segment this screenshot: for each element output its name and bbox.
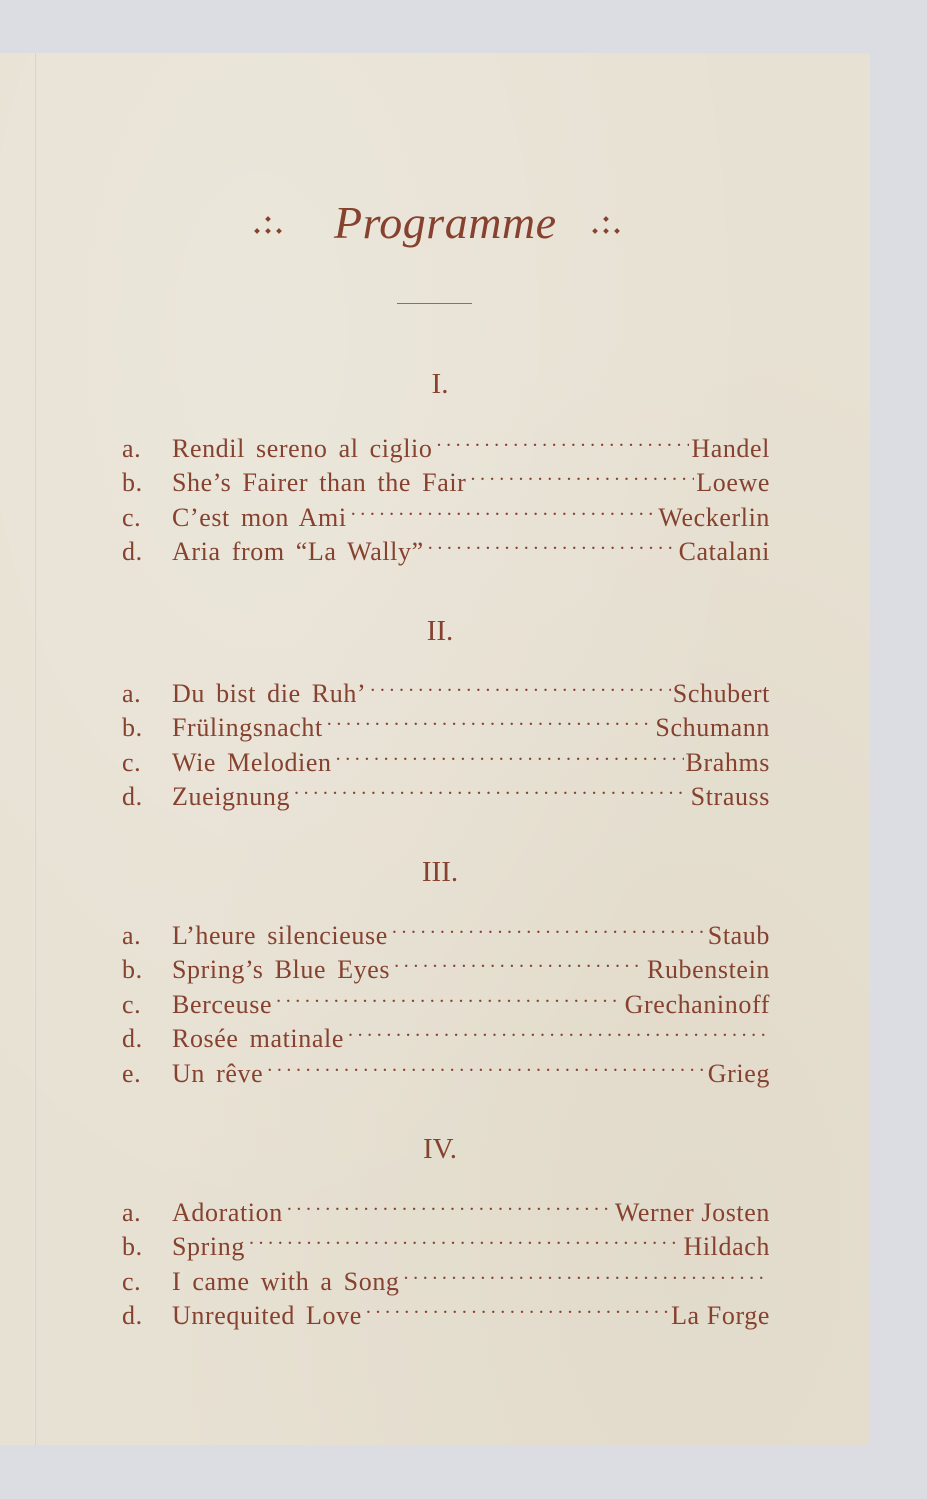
song-title: L’heure silencieuse (172, 920, 388, 950)
section-3-list (122, 909, 770, 1088)
item-letter: d. (122, 782, 143, 811)
programme-item (122, 944, 770, 984)
programme-item (122, 736, 770, 777)
song-title: She’s Fairer than the Fair (172, 468, 467, 497)
programme-item (122, 1290, 770, 1330)
dot-leader (436, 422, 689, 457)
dot-leader (470, 457, 694, 492)
dot-leader (249, 1221, 682, 1256)
dot-leader (370, 667, 671, 702)
title-row (0, 193, 870, 253)
song-title: Adoration (172, 1197, 283, 1227)
programme-item (122, 1255, 770, 1296)
section-4-list (122, 1186, 770, 1330)
song-title: Berceuse (172, 989, 273, 1019)
programme-item (122, 771, 770, 811)
section-heading-3: III. (421, 856, 459, 888)
song-title: Spring’s Blue Eyes (172, 955, 391, 984)
item-letter: b. (122, 468, 143, 497)
item-letter: c. (122, 502, 142, 532)
dot-leader (392, 909, 706, 944)
song-title: Rosée matinale (172, 1024, 344, 1053)
item-letter: d. (122, 1301, 143, 1330)
composer-name: Schubert (672, 678, 770, 708)
programme-page (0, 53, 870, 1445)
title-divider (397, 303, 472, 304)
programme-item (122, 422, 770, 463)
dot-leader (428, 526, 677, 561)
dot-leader (394, 944, 645, 979)
dot-ornament-icon (254, 215, 282, 235)
song-title: Zueignung (172, 782, 291, 811)
item-letter: b. (122, 713, 143, 742)
song-title: Un rêve (172, 1058, 264, 1088)
dot-leader (267, 1047, 706, 1082)
composer-name: Brahms (685, 747, 770, 777)
composer-name: Catalani (678, 537, 770, 566)
composer-name: Schumann (655, 713, 770, 742)
song-title: Unrequited Love (172, 1301, 362, 1330)
composer-name: Werner Josten (614, 1197, 770, 1227)
song-title: Rendil sereno al ciglio (172, 433, 433, 463)
composer-name: Handel (691, 433, 770, 463)
section-heading-2: II. (426, 615, 454, 647)
item-letter: a. (122, 433, 142, 463)
composer-name: Hildach (683, 1232, 770, 1261)
dot-leader (327, 702, 654, 737)
page-fold-line (34, 53, 36, 1445)
song-title: I came with a Song (172, 1266, 400, 1296)
dot-ornament-icon (592, 215, 620, 235)
dot-leader (351, 491, 657, 526)
dot-leader (287, 1186, 613, 1221)
programme-item (122, 702, 770, 742)
programme-item (122, 457, 770, 497)
section-1-list (122, 422, 770, 566)
dot-leader (366, 1290, 669, 1325)
programme-item (122, 909, 770, 950)
composer-name: Grieg (707, 1058, 770, 1088)
section-heading-1: I. (431, 368, 449, 400)
composer-name: Rubenstein (647, 955, 770, 984)
section-2-list (122, 667, 770, 811)
dot-leader (276, 978, 623, 1013)
composer-name: La Forge (671, 1301, 770, 1330)
item-letter: d. (122, 1024, 143, 1053)
programme-item (122, 667, 770, 708)
programme-item (122, 1221, 770, 1261)
dot-leader (404, 1255, 768, 1290)
programme-item (122, 526, 770, 566)
song-title: Frülingsnacht (172, 713, 323, 742)
song-title: C’est mon Ami (172, 502, 347, 532)
item-letter: d. (122, 537, 143, 566)
section-heading-4: IV. (422, 1133, 458, 1165)
item-letter: b. (122, 1232, 143, 1261)
composer-name: Staub (707, 920, 770, 950)
programme-item (122, 1047, 770, 1088)
item-letter: a. (122, 920, 142, 950)
song-title: Du bist die Ruh’ (172, 678, 367, 708)
item-letter: c. (122, 747, 142, 777)
item-letter: c. (122, 989, 142, 1019)
item-letter: c. (122, 1266, 142, 1296)
item-letter: a. (122, 678, 142, 708)
composer-name: Grechaninoff (624, 989, 770, 1019)
programme-item (122, 491, 770, 532)
composer-name: Weckerlin (658, 502, 770, 532)
song-title: Spring (172, 1232, 245, 1261)
programme-item (122, 1013, 770, 1053)
dot-leader (294, 771, 689, 806)
item-letter: b. (122, 955, 143, 984)
item-letter: e. (122, 1058, 142, 1088)
dot-leader (348, 1013, 768, 1048)
composer-name: Loewe (696, 468, 770, 497)
dot-leader (336, 736, 684, 771)
song-title: Wie Melodien (172, 747, 332, 777)
composer-name: Strauss (690, 782, 770, 811)
programme-item (122, 1186, 770, 1227)
item-letter: a. (122, 1197, 142, 1227)
song-title: Aria from “La Wally” (172, 537, 424, 566)
programme-item (122, 978, 770, 1019)
page-title: Programme (334, 197, 557, 248)
